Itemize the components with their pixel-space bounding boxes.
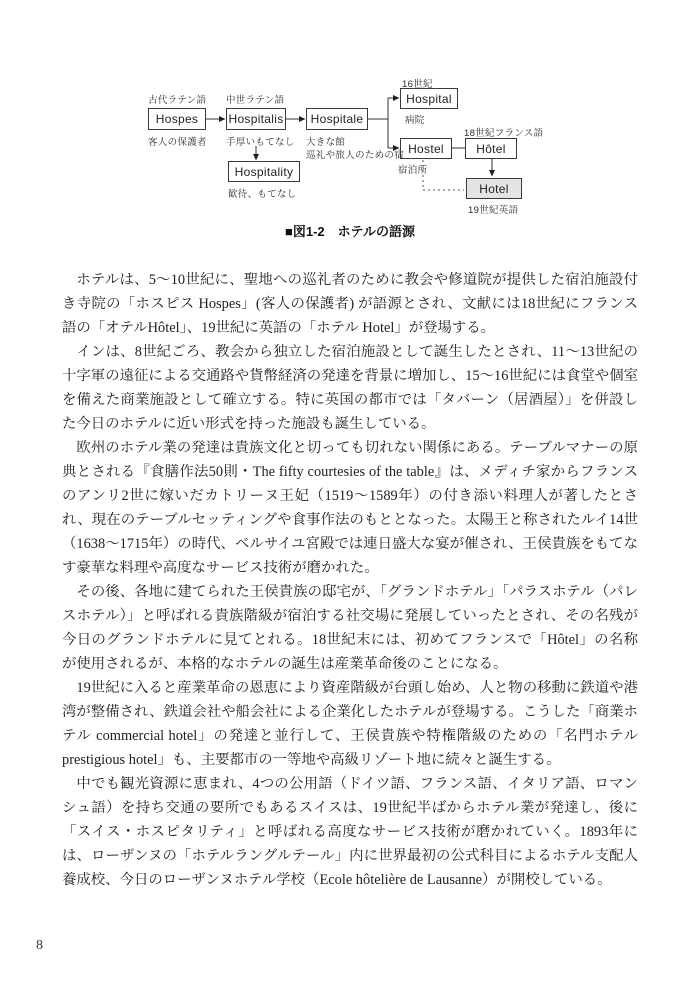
note-19th-english: 19世紀英語 bbox=[468, 205, 519, 216]
paragraph-grand-hotels: その後、各地に建てられた王侯貴族の邸宅が、「グランドホテル」「パラスホテル（パレスホテル）」と呼ばれる貴族階級が宿泊する社交場に発展していったとされ、その名残が今日のグランドホテルに見てとれる。18世紀末には、初めてフランスで「Hôtel」の名称が使用されるが、本格的なホテルの誕生は産業革命後のことになる。 bbox=[62, 584, 638, 672]
paragraph-noble-culture: 欧州のホテル業の発達は貴族文化と切っても切れない関係にある。テーブルマナーの原典とされる『食膳作法50則・The fifty courtesies of the table』は、メディチ家からフランスのアンリ2世に嫁いだカトリーヌ王妃（1519〜1589年）の付き添い料理人が著したとされ、現在のテーブルセッティングや食事作法のもととなった。太陽王と称されたルイ14世（1638〜1715年）の時代、ベルサイユ宮殿では連日盛大な宴が催され、王侯貴族をもてなす豪華な料理や高度なサービス技術が磨かれた。 bbox=[62, 440, 638, 576]
note-18th-french: 18世紀フランス語 bbox=[464, 128, 544, 139]
note-guest-protector: 客人の保護者 bbox=[148, 137, 207, 148]
node-hospes: Hospes bbox=[148, 108, 206, 130]
paragraph-etymology: ホテルは、5〜10世紀に、聖地への巡礼者のために教会や修道院が提供した宿泊施設付き寺院の「ホスピス Hospes」(客人の保護者) が語源とされ、文献には18世紀にフランス語の「オテルHôtel」、19世紀に英語の「ホテル Hotel」が登場する。 bbox=[62, 272, 638, 336]
etymology-figure bbox=[0, 0, 700, 260]
node-hospitale: Hospitale bbox=[306, 108, 368, 130]
node-hospitality: Hospitality bbox=[228, 161, 300, 182]
note-ancient-latin: 古代ラテン語 bbox=[148, 95, 207, 106]
paragraph-19th-century: 19世紀に入ると産業革命の恩恵により資産階級が台頭し始め、人と物の移動に鉄道や港湾が整備され、鉄道会社や船会社による企業化したホテルが登場する。こうした「商業ホテル commercial hotel」の発達と並行して、王侯貴族や特権階級のための「名門ホテル prestigious hotel」も、主要都市の一等地や高級リゾート地に続々と誕生する。 bbox=[62, 680, 638, 768]
note-welcome: 歓待、もてなし bbox=[228, 189, 297, 200]
node-hotel-english: Hotel bbox=[466, 178, 522, 199]
node-hotel-french: Hôtel bbox=[465, 138, 517, 159]
figure-caption: ■図1-2 ホテルの語源 bbox=[285, 224, 415, 239]
node-hospital: Hospital bbox=[400, 88, 458, 109]
note-hospital-jp: 病院 bbox=[405, 115, 425, 126]
page-number: 8 bbox=[36, 938, 43, 953]
paragraph-inns: インは、8世紀ごろ、教会から独立した宿泊施設として誕生したとされ、11〜13世紀の十字軍の遠征による交通路や貨幣経済の発達を背景に増加し、15〜16世紀には食堂や個室を備えた商業施設として確立する。特に英国の都市では「タバーン（居酒屋）」を併設した今日のホテルに近い形式を持った施設も誕生している。 bbox=[62, 344, 638, 432]
note-medieval-latin: 中世ラテン語 bbox=[226, 95, 285, 106]
note-hospitable: 手厚いもてなし bbox=[226, 137, 295, 148]
note-lodging-place: 宿泊所 bbox=[398, 165, 428, 176]
note-large-hall: 大きな館 bbox=[306, 137, 346, 148]
note-pilgrim-lodging: 巡礼や旅人のための宿 bbox=[306, 150, 405, 161]
node-hostel: Hostel bbox=[400, 138, 452, 159]
node-hospitalis: Hospitalis bbox=[226, 108, 286, 130]
body-text bbox=[62, 268, 638, 892]
paragraph-switzerland: 中でも観光資源に恵まれ、4つの公用語（ドイツ語、フランス語、イタリア語、ロマンシュ語）を持ち交通の要所でもあるスイスは、19世紀半ばからホテル業が発達し、後に「スイス・ホスピタリティ」と呼ばれる高度なサービス技術が磨かれていく。1893年には、ローザンヌの「ホテルラングルテール」内に世界最初の公式科目によるホテル支配人養成校、今日のローザンヌホテル学校（Ecole hôtelière de Lausanne）が開校している。 bbox=[62, 776, 638, 888]
note-16th-century: 16世紀 bbox=[402, 79, 433, 90]
